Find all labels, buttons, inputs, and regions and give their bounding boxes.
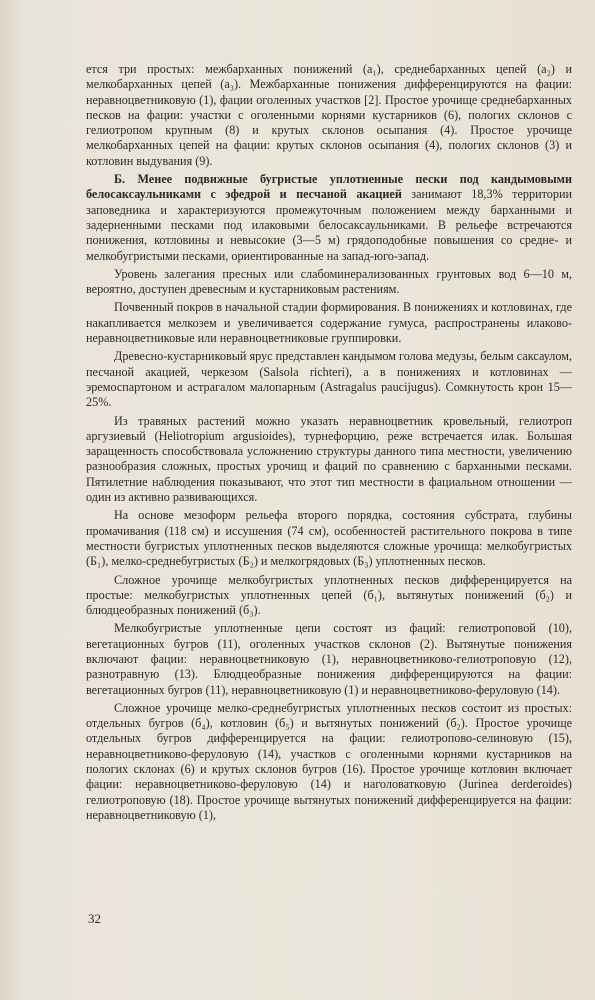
paragraph-2-heading: Б. Менее подвижные бугристые уплотненные пески под кандымовыми белосаксаульниками с эфедрой и песчаной акацией — [86, 172, 572, 202]
paragraph-3-text: Уровень залегания пресных или слабоминерализованных грунтовых вод 6—10 м, вероятно, доступен древесным и кустарниковым растениям. — [86, 266, 572, 297]
paragraph-3 — [86, 267, 572, 298]
paragraph-7-text: На основе мезоформ рельефа второго порядка, состояния субстрата, глубины промачивания (118 см) и иссушения (74 см), особенностей растительного покрова в типе местности бугристых уплотненных песков выделяются сложные урочища: мелкобугристых (Б₁), мелко-среднебугристых (Б₂) и мелкогрядовых (Б₃) уплотненных песков. — [86, 508, 572, 569]
paragraph-2-text: занимают 18,3% территории заповедника и характеризуются промежуточным положением между барханными и задерненными песками под илаковыми белосаксаульниками. В рельефе встречаются понижения, котловины и невысокие (3—5 м) грядоподобные повышения со средне- и мелкобугристыми песками, ориентированные на запад-юго-запад. — [86, 187, 572, 263]
paragraph-4-text: Почвенный покров в начальной стадии формирования. В понижениях и котловинах, где накапливается мелкозем и увеличивается содержание гумуса, распространены илаково-неравноцветниковые или неравноцветниковые группировки. — [86, 300, 572, 346]
paragraph-6 — [86, 414, 572, 506]
paragraph-9 — [86, 621, 572, 697]
paragraph-5-text: Древесно-кустарниковый ярус представлен кандымом голова медузы, белым саксаулом, песчаной акацией, черкезом (Salsola richteri), а в понижениях и котловинах — эремоспартоном и астрагалом малопарным (Astragalus paucijugus). Сомкнутость крон 15—25%. — [86, 349, 572, 410]
paragraph-1-text: ется три простых: межбарханных понижений (a₁), среднебарханных цепей (a₂) и мелкобарханных цепей (a₃). Межбарханные понижения дифференцируются на фации: неравноцветниковую (1), фации оголенных участков [2]. Простое урочище среднебарханных песков на фации: участки с оголенными корнями кустарников (6), пологих склонов с гелиотропом крупным (8) и крутых склонов осыпания (4). Простое урочище мелкобарханных цепей на фации: крутых склонов осыпания (4), пологих склонов (3) и котловин выдувания (9). — [86, 62, 572, 168]
paragraph-10 — [86, 701, 572, 823]
paragraph-6-text: Из травяных растений можно указать неравноцветник кровельный, гелиотроп аргузиевый (Heliotropium argusioides), турнефорцию, реже встречается илак. Большая заращенность способствовала усложнению структуры данного типа местности, увеличению разнообразия сложных, простых урочищ и фаций по сравнению с барханными песками. Пятилетние наблюдения показывают, что этот тип местности в фациальном отношении — один из активно развивающихся. — [86, 413, 572, 505]
paragraph-5 — [86, 349, 572, 410]
body-text — [86, 62, 572, 826]
paragraph-8 — [86, 573, 572, 619]
paragraph-8-text: Сложное урочище мелкобугристых уплотненных песков дифференцируется на простые: мелкобугристых уплотненных цепей (б₁), вытянутых понижений (б₂) и блюдцеобразных понижений (б₃). — [86, 572, 572, 618]
paragraph-10-text: Сложное урочище мелко-среднебугристых уплотненных песков состоит из простых: отдельных бугров (б₄), котловин (б₅) и вытянутых понижений (б₂). Простое урочище отдельных бугров дифференцируется на фации: гелиотропово-селиновую (15), неравноцветниково-феруловую (14), участков с оголенными корнями кустарников на пологих склонах (6) и крутых склонов бугров (16). Простое урочище котловин включает фации: неравноцветниково-феруловую (14) и наголоватковую (Jurinea derderoides) гелиотроповую (18). Простое урочище вытянутых понижений дифференцируется на фации: неравноцветниковую (1), — [86, 700, 572, 822]
page-number: 32 — [88, 911, 101, 926]
paragraph-9-text: Мелкобугристые уплотненные цепи состоят из фаций: гелиотроповой (10), вегетационных бугров (11), оголенных участков склонов (2). Вытянутые понижения включают фации: неравноцветниковую (1), неравноцветниково-гелиотроповую (12), разнотравную (13). Блюдцеобразные понижения дифференцируются на фации: вегетационных бугров (11), неравноцветниковую (1) и неравноцветниково-феруловую (14). — [86, 621, 572, 697]
paragraph-7 — [86, 508, 572, 569]
paragraph-4 — [86, 300, 572, 346]
paragraph-1 — [86, 62, 572, 169]
paragraph-2 — [86, 172, 572, 264]
